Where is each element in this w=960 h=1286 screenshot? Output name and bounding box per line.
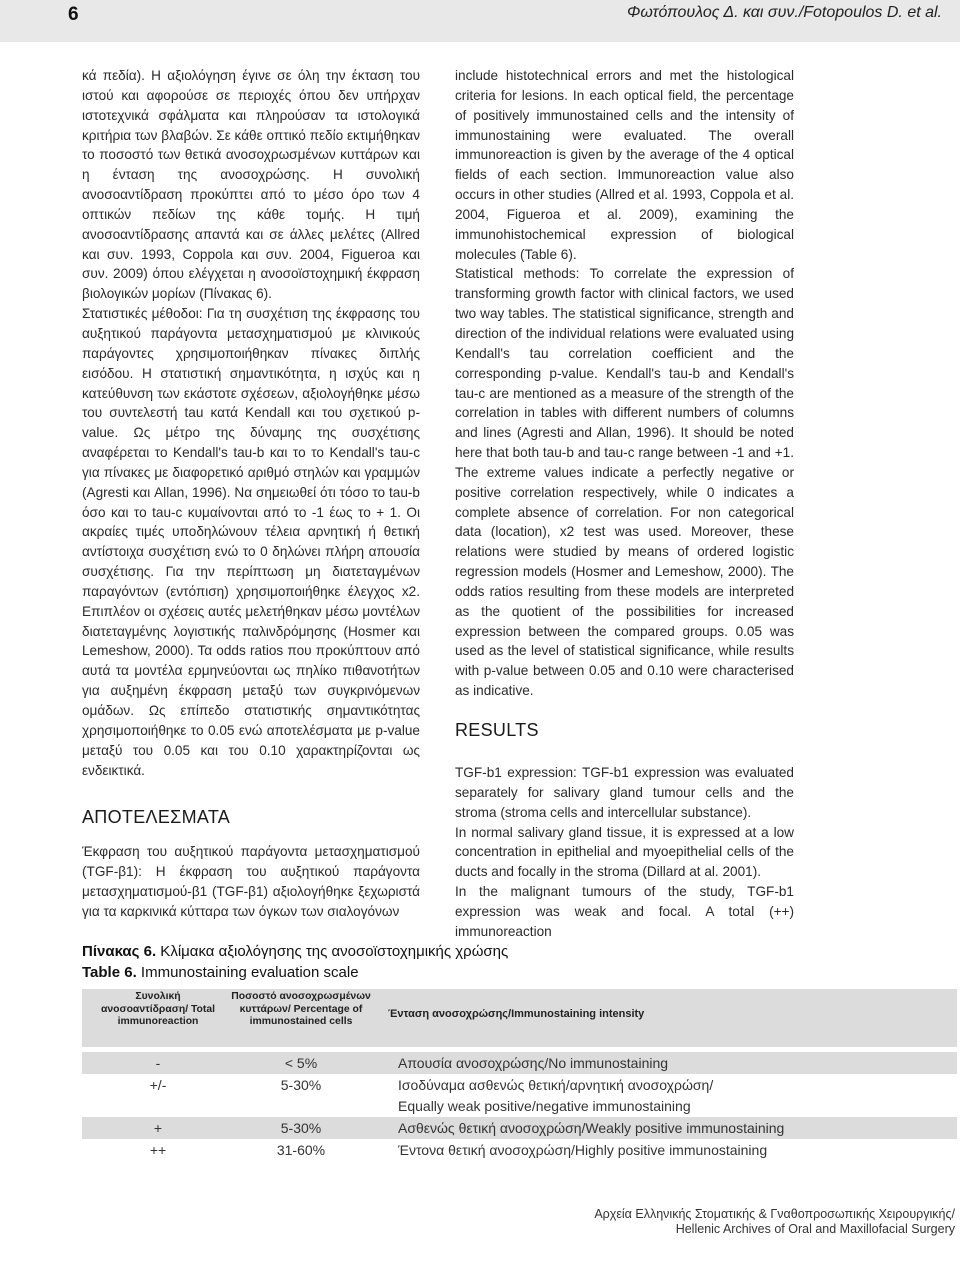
cell-immunoreaction: + (153, 1120, 163, 1136)
table-caption (82, 941, 508, 983)
header-intensity: Ένταση ανοσοχρώσης/Immunostaining intensity (388, 1008, 645, 1020)
left-paragraph-1: κά πεδία). Η αξιολόγηση έγινε σε όλη την έκταση του ιστού και αφορούσε σε περιοχές όπου δεν υπήρχαν ιστοτεχνικά σφάλματα και πληρούσαν τα ιστολογικά κριτήρια των βλαβών. Σε κάθε οπτικό πεδίο εκτιμήθηκαν το ποσοστό των θετικά ανοσοχρωσμένων κυττάρων και η ένταση της ανοσοχρώσης. Η συνολική ανοσοαντίδραση προκύπτει από το μέσο όρο των 4 οπτικών πεδίων της κάθε τομής. Η τιμή ανοσοαντίδρασης απαντά και σε άλλες μελέτες (Allred και συν. 1993, Coppola και συν. 2004, Figueroa και συν. 2009) όπου ελέγχεται η ανοσοϊστοχημική έκφραση βιολογικών μορίων (Πίνακας 6). (82, 68, 420, 302)
cell-immunoreaction: - (155, 1055, 161, 1071)
right-column (455, 66, 794, 942)
right-paragraph-2: Statistical methods: To correlate the expression of transforming growth factor with clinical factors, we used two way tables. The statistical significance, strength and direction of the individual relations were evaluated using Kendall's tau correlation coefficient and the corresponding p-value. Kendall's tau-b and Kendall's tau-c are mentioned as a measure of the strength of the correlation in tables with different numbers of columns and lines (Agresti and Allan, 1996). It should be noted here that both tau-b and tau-c range between -1 and +1. The extreme values indicate a perfectly negative or positive correlation respectively, while 0 indicates a complete absence of correlation. For non categorical data (location), x2 test was used. Moreover, these relations were studied by means of ordered logistic regression models (Hosmer and Lemeshow, 2000). The odds ratios resulting from these models are interpreted as the quotient of the possibilities for increased expression between the compared groups. 0.05 was used as the level of statistical significance, while results with p-value between 0.05 and 0.10 were characterised as indicative. (455, 266, 794, 699)
cell-intensity: Ισοδύναμα ασθενώς θετική/αρνητική ανοσοχρώση/ (398, 1077, 714, 1093)
caption-text-greek: Κλίμακα αξιολόγησης της ανοσοϊστοχημικής χρώσης (156, 943, 509, 960)
right-results-paragraph-2: In normal salivary gland tissue, it is expressed at a low concentration in epithelial and myoepithelial cells of the ducts and focally in the stroma (Dillard at al. 2001). (455, 824, 794, 880)
right-results-paragraph-1: TGF-b1 expression: TGF-b1 expression was evaluated separately for salivary gland tumour cells and the stroma (stroma cells and intercellular substance). (455, 765, 794, 820)
header-total-immunoreaction: Συνολική ανοσοαντίδραση/ Total immunoreaction (100, 991, 216, 1027)
header-percentage-cells: Ποσοστό ανοσοχρωσμένων κυττάρων/ Percentage of immunostained cells (231, 991, 371, 1027)
table-header (82, 989, 957, 1047)
table-row (82, 1139, 957, 1161)
footer-line-english: Hellenic Archives of Oral and Maxillofacial Surgery (675, 1222, 955, 1236)
caption-label-english: Table 6. (82, 964, 137, 981)
cell-immunoreaction: ++ (149, 1142, 167, 1158)
table-caption-greek (82, 941, 508, 962)
table-row (82, 1052, 957, 1074)
cell-percentage: 5-30% (280, 1077, 322, 1093)
table-row (82, 1117, 957, 1139)
cell-intensity: Ασθενώς θετική ανοσοχρώση/Weakly positive immunostaining (398, 1120, 785, 1136)
cell-percentage: < 5% (284, 1055, 318, 1071)
running-head: Φωτόπουλος Δ. και συν./Fotopoulos D. et al. (626, 4, 942, 21)
cell-intensity: Έντονα θετική ανοσοχρώση/Highly positive immunostaining (398, 1142, 768, 1158)
journal-footer (594, 1207, 955, 1237)
caption-text-english: Immunostaining evaluation scale (136, 964, 359, 981)
cell-intensity: Απουσία ανοσοχρώσης/No immunostaining (398, 1055, 669, 1071)
section-title-greek: ΑΠΟΤΕΛΕΣΜΑΤΑ (82, 807, 231, 828)
caption-label-greek: Πίνακας 6. (82, 943, 157, 960)
cell-intensity: Equally weak positive/negative immunostaining (398, 1098, 691, 1114)
cell-percentage: 31-60% (276, 1142, 326, 1158)
left-column (82, 66, 420, 922)
table-caption-english (82, 962, 508, 983)
left-results-paragraph: Έκφραση του αυξητικού παράγοντα μετασχηματισμού (TGF-β1): Η έκφραση του αυξητικού παράγοντα μετασχηματισμού-β1 (TGF-β1) αξιολογήθηκε ξεχωριστά για τα καρκινικά κύτταρα των όγκων των σιαλογόνων (82, 844, 420, 919)
cell-immunoreaction: +/- (149, 1077, 167, 1093)
right-paragraph-1: include histotechnical errors and met the histological criteria for lesions. In each optical field, the percentage of positively immunostained cells and the intensity of immunostaining were evaluated. The overall immunoreaction is given by the average of the 4 optical fields of each section. Immunoreaction value also occurs in other studies (Allred et al. 1993, Coppola et al. 2004, Figueroa et al. 2009), examining the immunohistochemical expression of biological molecules (Table 6). (455, 68, 794, 262)
cell-percentage: 5-30% (280, 1120, 322, 1136)
table-row (82, 1095, 957, 1117)
left-paragraph-2: Στατιστικές μέθοδοι: Για τη συσχέτιση της έκφρασης του αυξητικού παράγοντα μετασχηματισμού με κλινικούς παράγοντες χρησιμοποιήθηκαν πίνακες διπλής εισόδου. Η στατιστική σημαντικότητα, η ισχύς και η κατεύθυνση των εκάστοτε σχέσεων, αξιολογήθηκε μέσω του συντελεστή tau κατά Kendall και του σχετικού p-value. Ως μέτρο της δύναμης της συσχέτισης αναφέρεται το Kendall's tau-b και το το Kendall's tau-c για πίνακες με διαφορετικό αριθμό στηλών και γραμμών (Agresti και Allan, 1996). Να σημειωθεί ότι τόσο το tau-b όσο και το tau-c κυμαίνονται από το -1 έως το + 1. Οι ακραίες τιμές υποδηλώνουν τέλεια αρνητική ή θετική αντίστοιχα συσχέτιση ενώ το 0 δηλώνει πλήρη απουσία συσχέτισης. Για την περίπτωση μη διατεταγμένων παραγόντων (εντόπιση) χρησιμοποιήθηκε έλεγχος x2. Επιπλέον οι σχέσεις αυτές μελετήθηκαν μέσω μοντέλων διατεταγμένης λογιστικής παλινδρόμησης (Hosmer και Lemeshow, 2000). Τα odds ratios που προκύπτουν από αυτά τα μοντέλα ερμηνεύονται ως πηλίκο πιθανοτήτων για αυξημένη έκφραση μεταξύ των συγκρινόμενων ομάδων. Ως επίπεδο στατιστικής σημαντικότητας χρησιμοποιήθηκε το 0.05 ενώ αποτελέσματα με p-value μεταξύ του 0.05 και του 0.10 χαρακτηρίζονται ως ενδεικτικά. (82, 306, 420, 778)
footer-line-greek: Αρχεία Ελληνικής Στοματικής & Γναθοπροσωπικής Χειρουργικής/ (594, 1207, 955, 1221)
page-number: 6 (68, 4, 79, 25)
section-title-english: RESULTS (455, 720, 539, 740)
table-row (82, 1074, 957, 1096)
right-results-paragraph-3: In the malignant tumours of the study, TGF-b1 expression was weak and focal. A total (++) immunoreaction (455, 884, 794, 939)
